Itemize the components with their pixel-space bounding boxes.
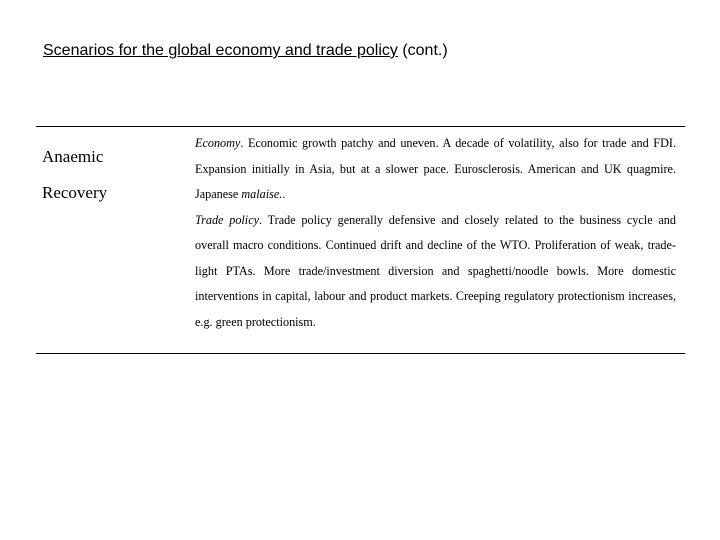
slide-title-main: Scenarios for the global economy and trade policy: [43, 42, 398, 59]
scenario-name-line2: Recovery: [42, 183, 108, 202]
trade-policy-paragraph: [195, 208, 676, 336]
scenario-table: [36, 126, 685, 354]
economy-text-end: .: [282, 187, 286, 201]
slide-title-suffix: (cont.): [397, 42, 448, 59]
economy-label: Economy: [195, 136, 241, 150]
slide-title: [43, 42, 448, 60]
trade-policy-text: . Trade policy generally defensive and closely related to the business cycle and overall macro conditions. Continued drift and decline of the WTO. Proliferation of weak, trade-light PTAs. More trade/investment diversion and spaghetti/noodle bowls. More domestic interventions in capital, labour and product markets. Creeping regulatory protectionism increases, e.g. green protectionism.: [195, 212, 676, 329]
economy-text: . Economic growth patchy and uneven. A decade of volatility, also for trade and FDI. Expansion initially in Asia, but at a slower pace. Eurosclerosis. American and UK quagmire. Japanese: [195, 136, 676, 201]
scenario-name: [42, 139, 182, 211]
trade-policy-label: Trade policy: [195, 212, 260, 227]
economy-paragraph: [195, 131, 676, 208]
scenario-name-line1: Anaemic: [42, 147, 104, 166]
economy-malaise: malaise.: [241, 187, 283, 201]
scenario-description: [195, 131, 676, 335]
